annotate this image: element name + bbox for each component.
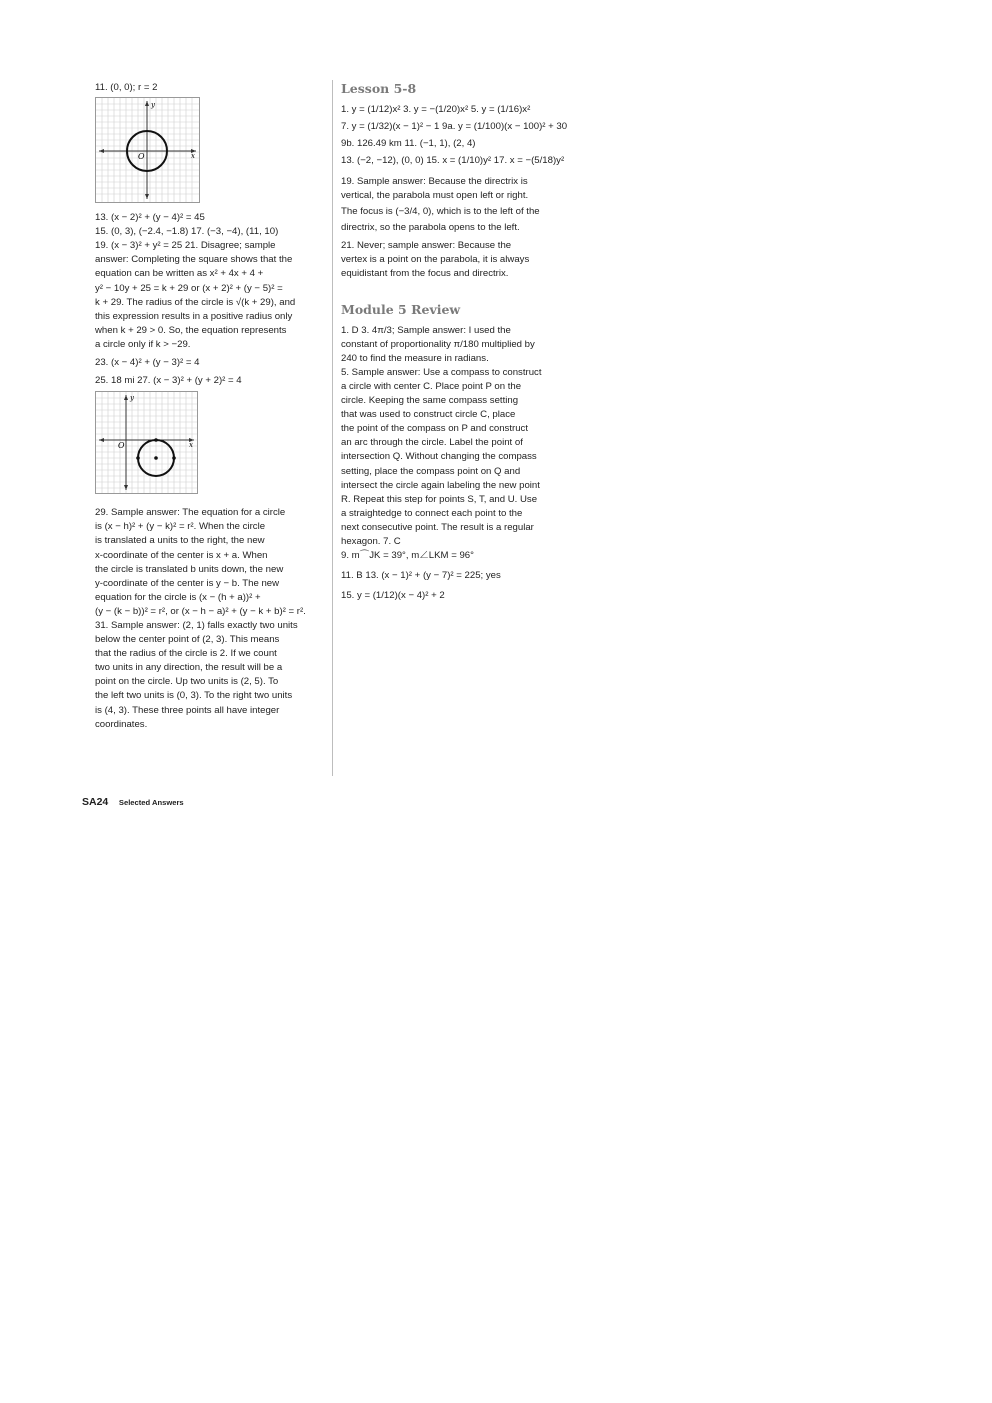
circle-graph-1 bbox=[95, 97, 200, 203]
right-column bbox=[341, 81, 573, 603]
answer-11-13-review: 11. B 13. (x − 1)² + (y − 7)² = 225; yes bbox=[341, 570, 501, 582]
answer-23: 23. (x − 4)² + (y − 3)² = 4 bbox=[95, 357, 200, 369]
page-footer bbox=[82, 796, 184, 808]
answer-21-parabola: 21. Never; sample answer: Because the vertex is a point on the parabola, it is always equidistant from the focus and directrix. bbox=[341, 240, 530, 280]
module-5-review-answers: 1. D 3. 4π/3; Sample answer: I used the constant of proportionality π/180 multiplied by 240 to find the measure in radians. 5. Sample answer: Use a compass to construct a circle with center C. Place point P on the circle. Keeping the same compass setting that was used to construct circle C, place the point of the compass on P and construct an arc through the circle. Label the point of intersection Q. Without changing the compass setting, place the compass point on Q and intersect the circle again labeling the new point R. Repeat this step for points S, T, and U. Use a straightedge to connect each point to the next consecutive point. The result is a regular hexagon. 7. C 9. m⌒JK = 39°, m∠LKM = 96° bbox=[341, 324, 542, 562]
svg-text:O: O bbox=[118, 441, 125, 451]
svg-text:x: x bbox=[191, 152, 195, 161]
column-divider bbox=[332, 80, 333, 776]
answer-15-review: 15. y = (1/12)(x − 4)² + 2 bbox=[341, 590, 445, 602]
svg-text:x: x bbox=[189, 441, 193, 450]
page-number: SA24 bbox=[82, 796, 109, 808]
lesson-5-8-answers: 1. y = (1/12)x² 3. y = −(1/20)x² 5. y = (1/16)x² 7. y = (1/32)(x − 1)² − 1 9a. y = (1/100)(x − 100)² + 30 9b. 126.49 km 11. (−1, 1), (2, 4) 13. (−2, −12), (0, 0) 15. x = (1/10)y² 17. x = −(5/18)y² bbox=[341, 104, 568, 166]
circle-graph-2 bbox=[95, 391, 198, 494]
lesson-5-8-title: Lesson 5-8 bbox=[341, 81, 417, 96]
answer-19-parabola: 19. Sample answer: Because the directrix is vertical, the parabola must open left or right. The focus is (−3/4, 0), which is to the left of the directrix, so the parabola opens to the left. bbox=[341, 176, 540, 234]
svg-text:O: O bbox=[138, 152, 145, 162]
svg-text:y: y bbox=[151, 101, 155, 110]
answers-13-21: 13. (x − 2)² + (y − 4)² = 45 15. (0, 3), (−2.4, −1.8) 17. (−3, −4), (11, 10) 19. (x − 3)² + y² = 25 21. Disagree; sample answer: Completing the square shows that the equation can be written as x² + 4x + 4 + y² − 10y + 25 = k + 29 or (x + 2)² + (y − 5)² = k + 29. The radius of the circle is √(k + 29), and this expression results in a positive radius only when k + 29 > 0. So, the equation represents a circle only if k > −29. bbox=[95, 212, 296, 350]
footer-label: Selected Answers bbox=[118, 798, 184, 807]
svg-text:y: y bbox=[130, 394, 134, 403]
module-5-review-title: Module 5 Review bbox=[341, 301, 461, 317]
answer-25-27: 25. 18 mi 27. (x − 3)² + (y + 2)² = 4 bbox=[95, 375, 242, 387]
answers-29-31: 29. Sample answer: The equation for a circle is (x − h)² + (y − k)² = r². When the circle is translated a units to the right, the new x-coordinate of the center is x + a. When the circle is translated b units down, the new y-coordinate of the center is y − b. The new equation for the circle is (x − (h + a))² + (y − (k − b))² = r², or (x − h − a)² + (y − k + b)² = r². 31. Sample answer: (2, 1) falls exactly two units below the center point of (2, 3). This means that the radius of the circle is 2. If we count two units in any direction, the result will be a point on the circle. Up two units is (2, 5). To the left two units is (0, 3). To the right two units is (4, 3). These three points all have integer coordinates. bbox=[95, 507, 306, 730]
left-column bbox=[95, 81, 327, 732]
answer-11-circle: 11. (0, 0); r = 2 bbox=[95, 82, 158, 93]
